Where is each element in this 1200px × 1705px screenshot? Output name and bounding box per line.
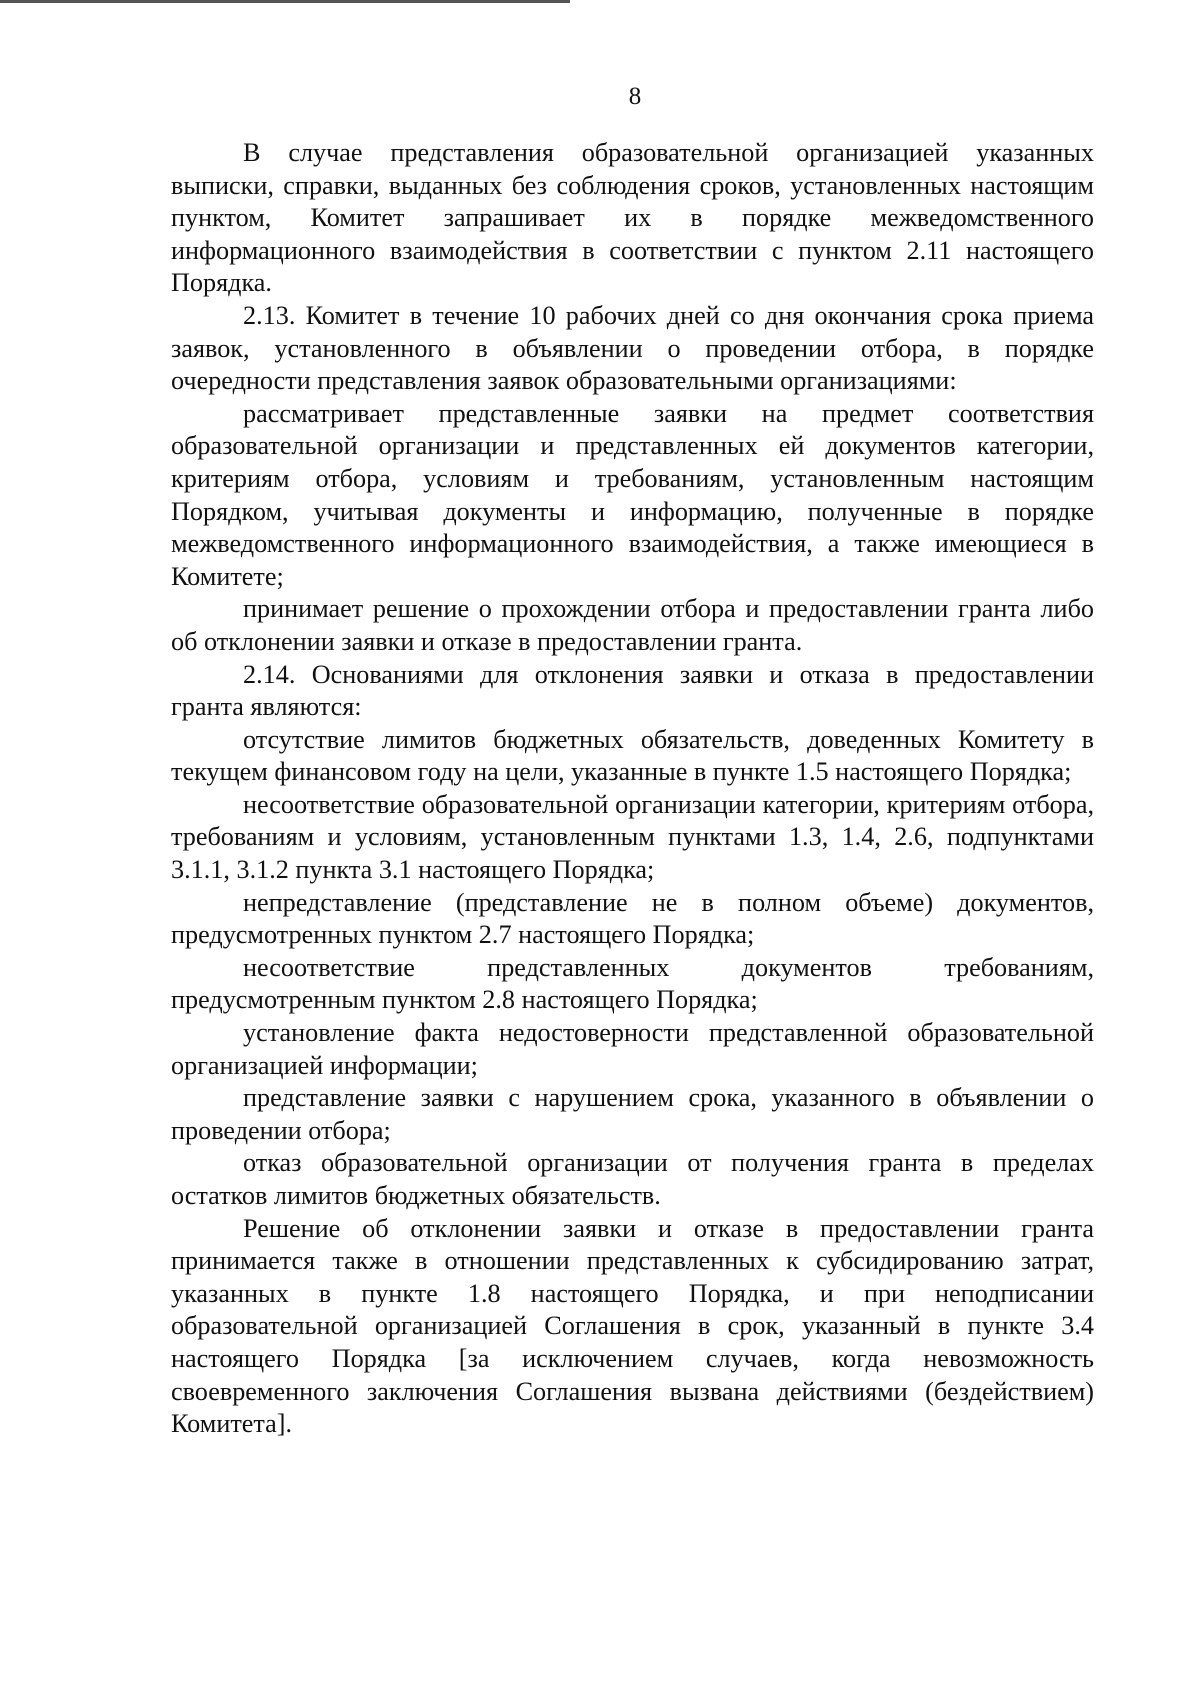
paragraph-ground-refusal: отказ образовательной организации от получения гранта в пределах остатков лимитов бюджетных обязательств. — [171, 1148, 1094, 1210]
paragraph-ground-noncompliance-org: несоответствие образовательной организации категории, критериям отбора, требованиям и условиям, установленным пунктами 1.3, 1.4, 2.6, подпунктами 3.1.1, 3.1.2 пункта 3.1 настоящего Порядка; — [171, 789, 1094, 885]
paragraph-reviews-applications: рассматривает представленные заявки на предмет соответствия образовательной организации и представленных ей документов категории, критериям отбора, условиям и требованиям, установленным настоящим Порядком, учитывая документы и информацию, полученные в порядке межведомственного информационного взаимодействия, а также имеющиеся в Комитете; — [171, 398, 1094, 591]
paragraph-makes-decision: принимает решение о прохождении отбора и предоставлении гранта либо об отклонении заявки и отказе в предоставлении гранта. — [171, 594, 1094, 656]
paragraph-ground-false-information: установление факта недостоверности представленной образовательной организацией информации; — [171, 1018, 1094, 1080]
document-body — [171, 137, 1094, 1441]
paragraph-ground-missing-documents: непредставление (представление не в полном объеме) документов, предусмотренных пунктом 2.7 настоящего Порядка; — [171, 887, 1094, 950]
paragraph-ground-no-limits: отсутствие лимитов бюджетных обязательств, доведенных Комитету в текущем финансовом году на цели, указанные в пункте 1.5 настоящего Порядка; — [171, 724, 1094, 787]
paragraph-ground-documents-noncompliance: несоответствие представленных документов требованиям, предусмотренным пунктом 2.8 настоящего Порядка; — [171, 952, 1094, 1015]
paragraph-rejection-decision: Решение об отклонении заявки и отказе в предоставлении гранта принимается также в отношении представленных к субсидированию затрат, указанных в пункте 1.8 настоящего Порядка, и при неподписании образовательной организацией Соглашения в срок, указанный в пункте 3.4 настоящего Порядка [за исключением случаев, когда невозможность своевременного заключения Соглашения вызвана действиями (бездействием) Комитета]. — [171, 1213, 1094, 1439]
page-number: 8 — [628, 83, 642, 110]
scan-edge-line — [0, 0, 570, 3]
paragraph-2-13: 2.13. Комитет в течение 10 рабочих дней со дня окончания срока приема заявок, установленного в объявлении о проведении отбора, в порядке очередности представления заявок образовательными организациями: — [171, 300, 1094, 396]
paragraph-case-statement: В случае представления образовательной организацией указанных выписки, справки, выданных без соблюдения сроков, установленных настоящим пунктом, Комитет запрашивает их в порядке межведомственного информационного взаимодействия в соответствии с пунктом 2.11 настоящего Порядка. — [171, 138, 1094, 298]
paragraph-2-14: 2.14. Основаниями для отклонения заявки и отказа в предоставлении гранта являются: — [171, 659, 1094, 722]
paragraph-ground-late-application: представление заявки с нарушением срока, указанного в объявлении о проведении отбора; — [171, 1083, 1094, 1145]
